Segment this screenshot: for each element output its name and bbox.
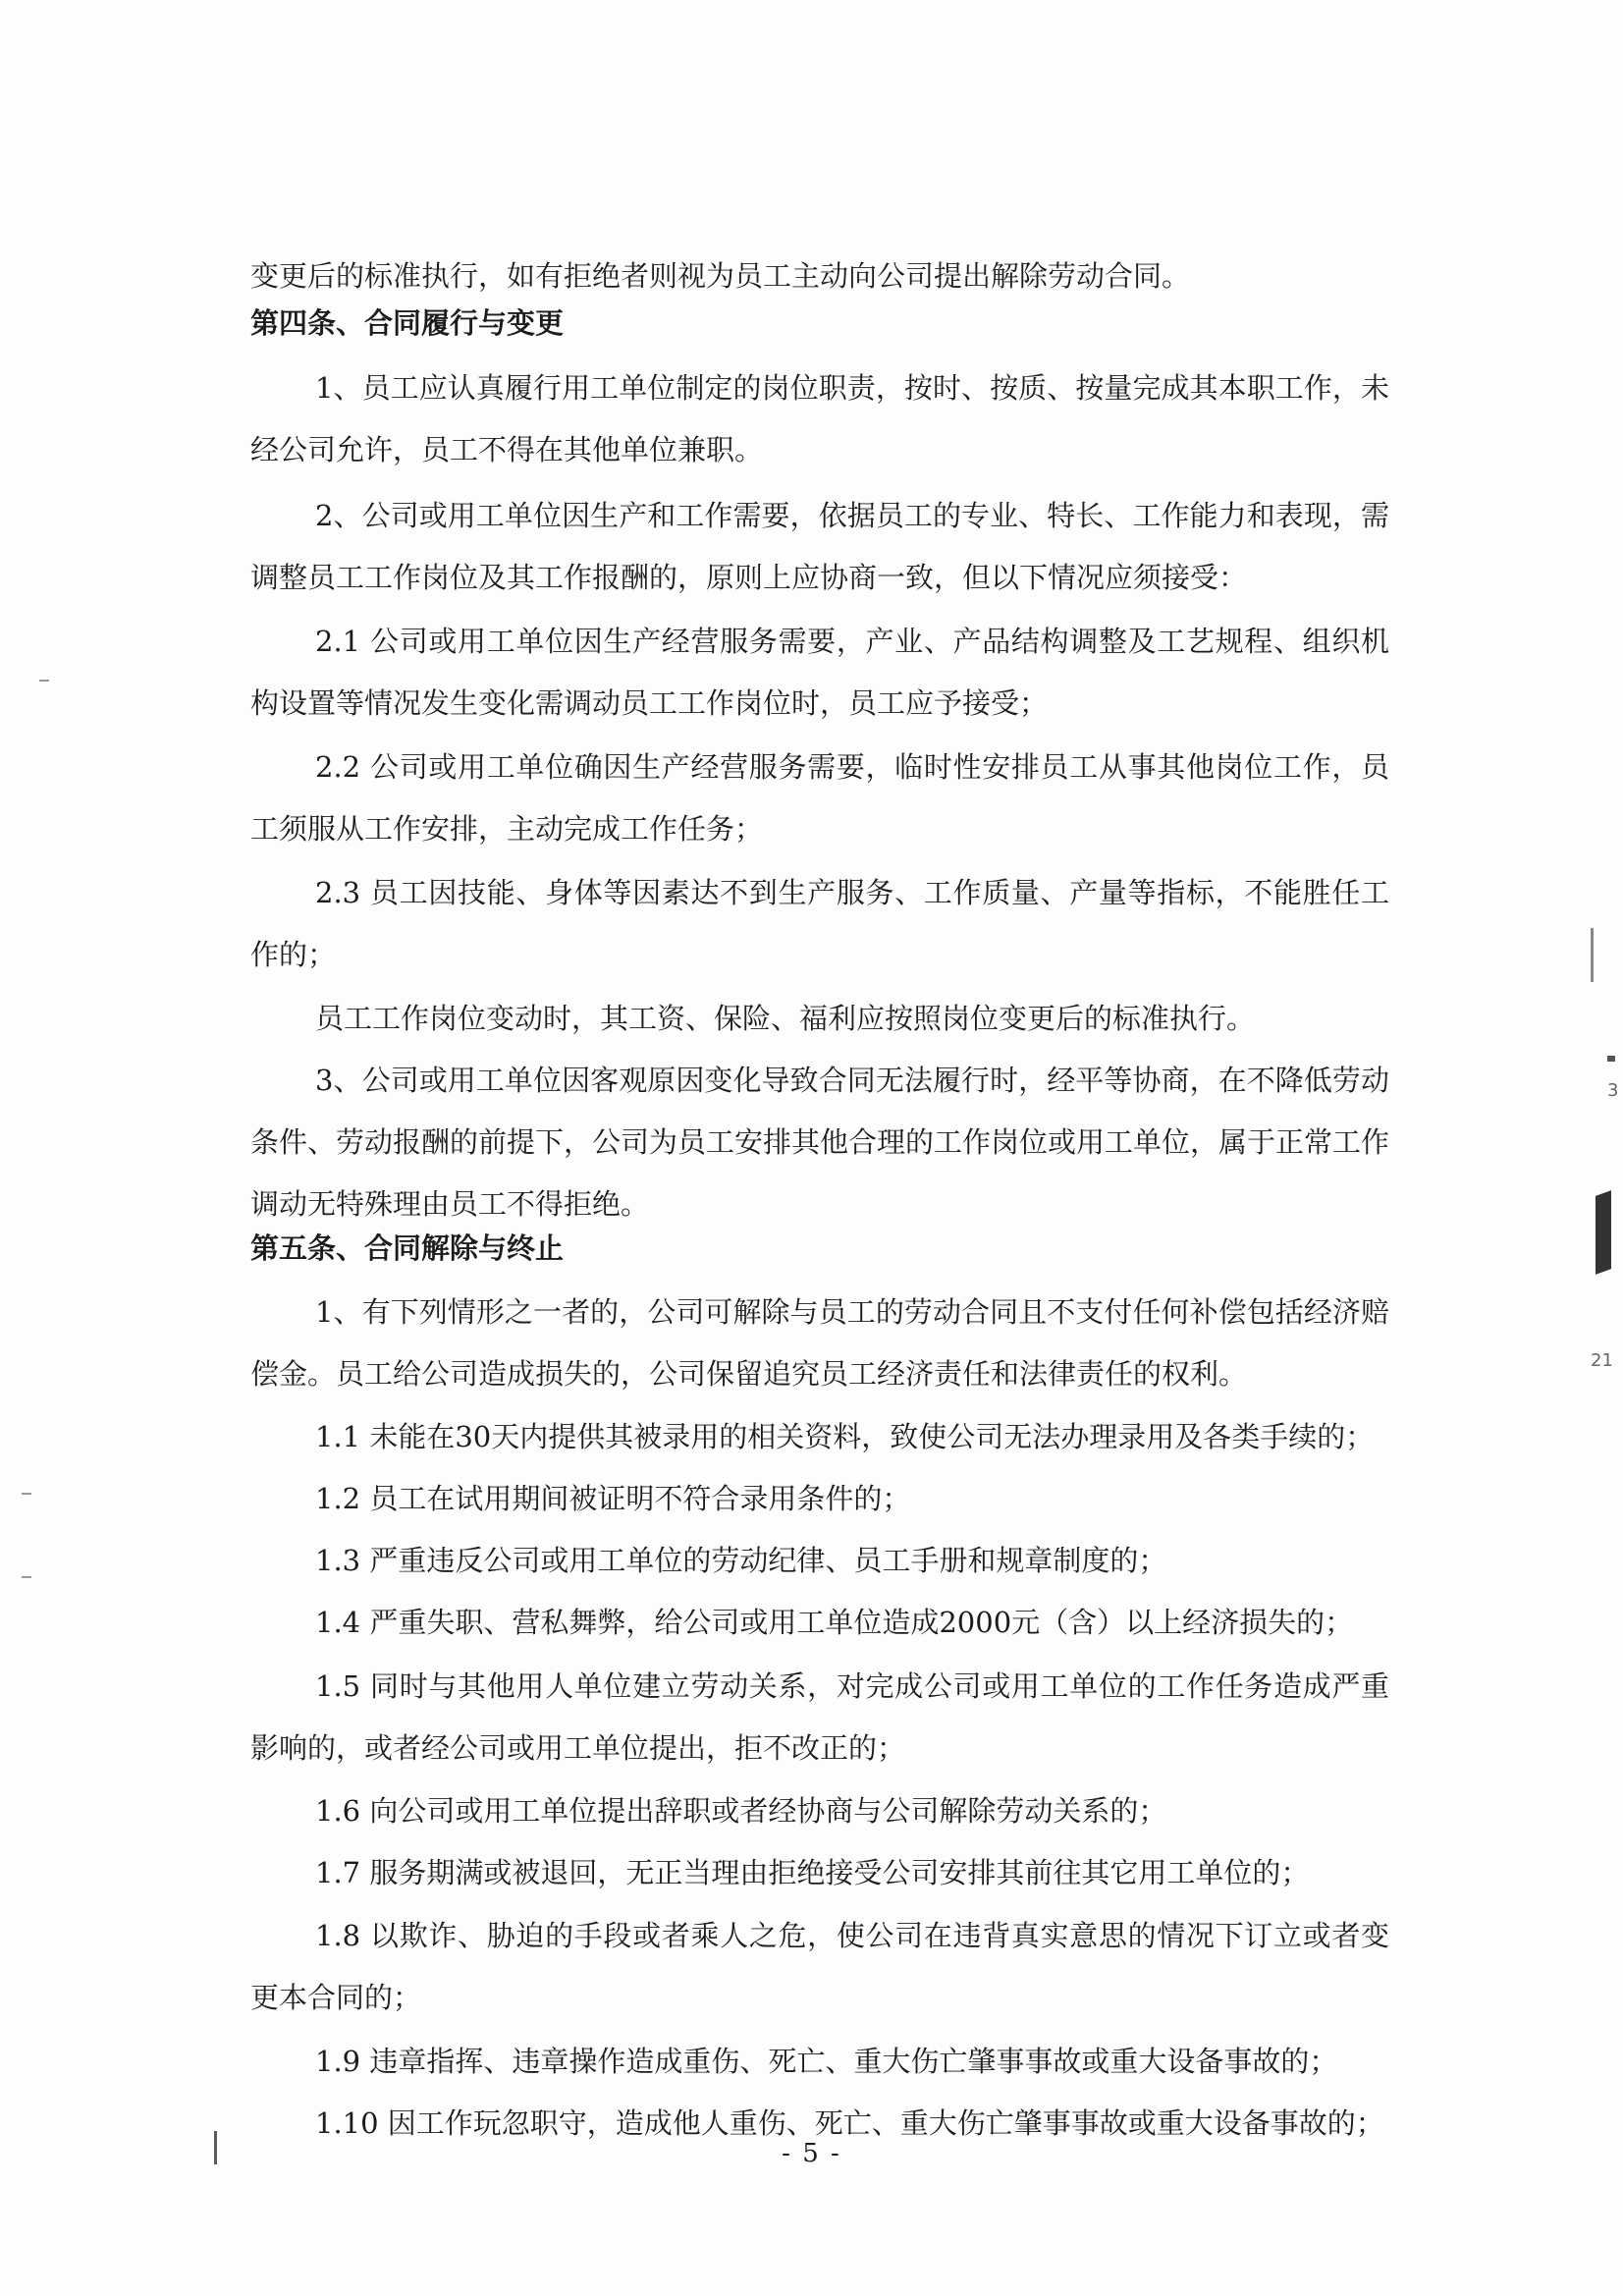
paragraph-5-1-2: 1.2 员工在试用期间被证明不符合录用条件的； [315,1482,911,1515]
article-4-heading: 第四条、合同履行与变更 [250,306,565,340]
scan-mark-right-1 [1591,928,1594,982]
paragraph-4-2-3: 2.3 员工因技能、身体等因素达不到生产服务、工作质量、产量等指标，不能胜任工作的； [250,876,1389,971]
scan-mark-right-3 [1607,1056,1615,1062]
paragraph-5-1-4: 1.4 严重失职、营私舞弊，给公司或用工单位造成2000元（含）以上经济损失的； [315,1606,1354,1639]
scan-mark-right-2 [1596,1190,1611,1275]
paragraph-5-1-6: 1.6 向公司或用工单位提出辞职或者经协商与公司解除劳动关系的； [315,1794,1167,1828]
scan-dash-3 [22,1576,31,1578]
paragraph-5-1-10: 1.10 因工作玩忽职守，造成他人重伤、死亡、重大伤亡肇事事故或重大设备事故的； [315,2106,1384,2140]
paragraph-5-1-3: 1.3 严重违反公司或用工单位的劳动纪律、员工手册和规章制度的； [315,1544,1167,1577]
paragraph-4-1: 1、员工应认真履行用工单位制定的岗位职责，按时、按质、按量完成其本职工作，未经公司允许，员工不得在其他单位兼职。 [250,371,1389,466]
paragraph-5-1: 1、有下列情形之一者的，公司可解除与员工的劳动合同且不支付任何补偿包括经济赔偿金。员工给公司造成损失的，公司保留追究员工经济责任和法律责任的权利。 [250,1295,1389,1391]
margin-speck-2: 21 [1591,1350,1613,1371]
paragraph-4-2: 2、公司或用工单位因生产和工作需要，依据员工的专业、特长、工作能力和表现，需调整员工工作岗位及其工作报酬的，原则上应协商一致，但以下情况应须接受： [250,499,1389,594]
paragraph-5-1-1: 1.1 未能在30天内提供其被录用的相关资料，致使公司无法办理录用及各类手续的； [315,1420,1375,1453]
margin-speck-1: 3 [1607,1080,1619,1101]
scan-dash-2 [22,1493,31,1495]
paragraph-continuation: 变更后的标准执行，如有拒绝者则视为员工主动向公司提出解除劳动合同。 [250,259,1191,293]
paragraph-4-note: 员工工作岗位变动时，其工资、保险、福利应按照岗位变更后的标准执行。 [315,1002,1256,1035]
paragraph-5-1-7: 1.7 服务期满或被退回，无正当理由拒绝接受公司安排其前往其它用工单位的； [315,1856,1310,1889]
paragraph-4-2-1: 2.1 公司或用工单位因生产经营服务需要，产业、产品结构调整及工艺规程、组织机构设置等情况发生变化需调动员工工作岗位时，员工应予接受； [250,625,1389,720]
paragraph-4-3: 3、公司或用工单位因客观原因变化导致合同无法履行时，经平等协商，在不降低劳动条件、劳动报酬的前提下，公司为员工安排其他合理的工作岗位或用工单位，属于正常工作调动无特殊理由员工不得拒绝。 [250,1064,1390,1221]
paragraph-5-1-5: 1.5 同时与其他用人单位建立劳动关系，对完成公司或用工单位的工作任务造成严重影响的，或者经公司或用工单位提出，拒不改正的； [250,1669,1389,1765]
page-number: - 5 - [782,2139,841,2168]
scan-mark-left [214,2131,217,2164]
article-5-heading: 第五条、合同解除与终止 [250,1231,565,1265]
scan-dash-1 [39,680,49,682]
paragraph-4-2-2: 2.2 公司或用工单位确因生产经营服务需要，临时性安排员工从事其他岗位工作，员工须服从工作安排，主动完成工作任务； [250,750,1389,846]
paragraph-5-1-8: 1.8 以欺诈、胁迫的手段或者乘人之危，使公司在违背真实意思的情况下订立或者变更本合同的； [250,1919,1389,2014]
paragraph-5-1-9: 1.9 违章指挥、违章操作造成重伤、死亡、重大伤亡肇事事故或重大设备事故的； [315,2045,1338,2078]
